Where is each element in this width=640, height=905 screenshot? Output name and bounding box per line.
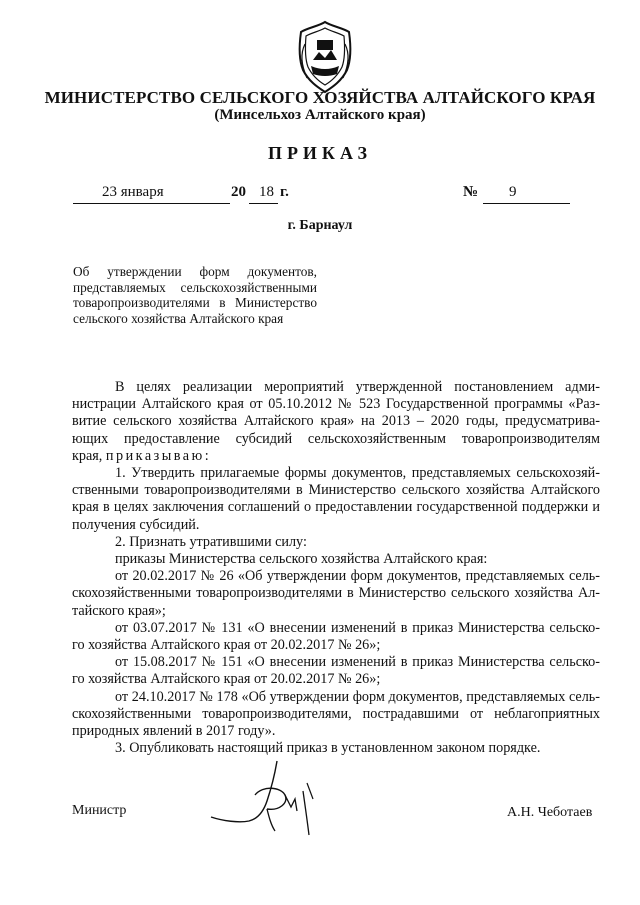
body-line: края в целях заключения соглашений о предоставлении государственной поддержки и (72, 499, 600, 516)
order-keyword: приказываю: (105, 447, 212, 464)
dateline (0, 184, 640, 204)
body-line: В целях реализации мероприятий утвержденной постановлением адми- (115, 379, 600, 395)
body-line: скохозяйственными товаропроизводителями, пострадавшими от неблагоприятных (72, 705, 600, 722)
order-subject: Об утверждении форм документов, представляемых сельскохозяйственными товаропроизводителями в Министерство сельского хозяйства Алтайского края (73, 264, 317, 326)
body-line: скохозяйственными товаропроизводителями в Министерство сельского хозяйства Ал- (72, 585, 600, 602)
body-line: го хозяйства Алтайского края от 20.02.2017 № 26»; (72, 637, 381, 654)
order-number: 9 (509, 184, 517, 200)
body-line: природных явлений в 2017 году». (72, 723, 276, 740)
signatory-name: А.Н. Чеботаев (507, 805, 593, 820)
number-label: № (463, 184, 479, 200)
organization-short-name: (Минсельхоз Алтайского края) (214, 107, 426, 123)
body-line: 1. Утвердить прилагаемые формы документов, представляемых сельскохозяй- (115, 465, 600, 482)
city: г. Барнаул (287, 218, 353, 233)
body-line: ющих предоставление субсидий сельскохозяйственным товаропроизводителям (72, 430, 600, 447)
body-line: от 20.02.2017 № 26 «Об утверждении форм документов, представляемых сель- (115, 568, 600, 585)
body-line: от 03.07.2017 № 131 «О внесении изменений в приказ Министерства сельско- (115, 619, 600, 636)
body-line: нистрации Алтайского края от 05.10.2012 № 523 Государственной программы «Раз- (72, 396, 600, 413)
body-line: витие сельского хозяйства Алтайского края» на 2013 – 2020 годы, предусматрива- (72, 413, 600, 430)
body-line: от 24.10.2017 № 178 «Об утверждении форм документов, представляемых сель- (115, 688, 600, 705)
body-line: ственными товаропроизводителями в Министерство сельского хозяйства Алтайского (72, 482, 600, 499)
order-date: 23 января (102, 184, 164, 200)
signature-icon (205, 755, 330, 840)
body-line: 3. Опубликовать настоящий приказ в установленном законом порядке. (115, 740, 541, 757)
body-line: получения субсидий. (72, 516, 200, 533)
body-line: 2. Признать утратившими силу: (115, 533, 307, 550)
body-line: го хозяйства Алтайского края от 20.02.2017 № 26»; (72, 671, 381, 688)
body-line: тайского края»; (72, 602, 166, 619)
organization-name: МИНИСТЕРСТВО СЕЛЬСКОГО ХОЗЯЙСТВА АЛТАЙСКОГО КРАЯ (44, 88, 596, 107)
year-unit: г. (280, 184, 289, 200)
coat-of-arms-icon (293, 20, 357, 94)
signatory-position: Министр (72, 803, 127, 818)
body-line: от 15.08.2017 № 151 «О внесении изменений в приказ Министерства сельско- (115, 654, 600, 671)
body-line (72, 448, 600, 465)
document-type: ПРИКАЗ (267, 143, 373, 163)
body-line: приказы Министерства сельского хозяйства Алтайского края: (115, 551, 488, 568)
order-body (72, 379, 600, 757)
year-prefix: 20 (231, 184, 246, 200)
body-text: края, (72, 447, 103, 464)
year-suffix: 18 (259, 184, 274, 200)
